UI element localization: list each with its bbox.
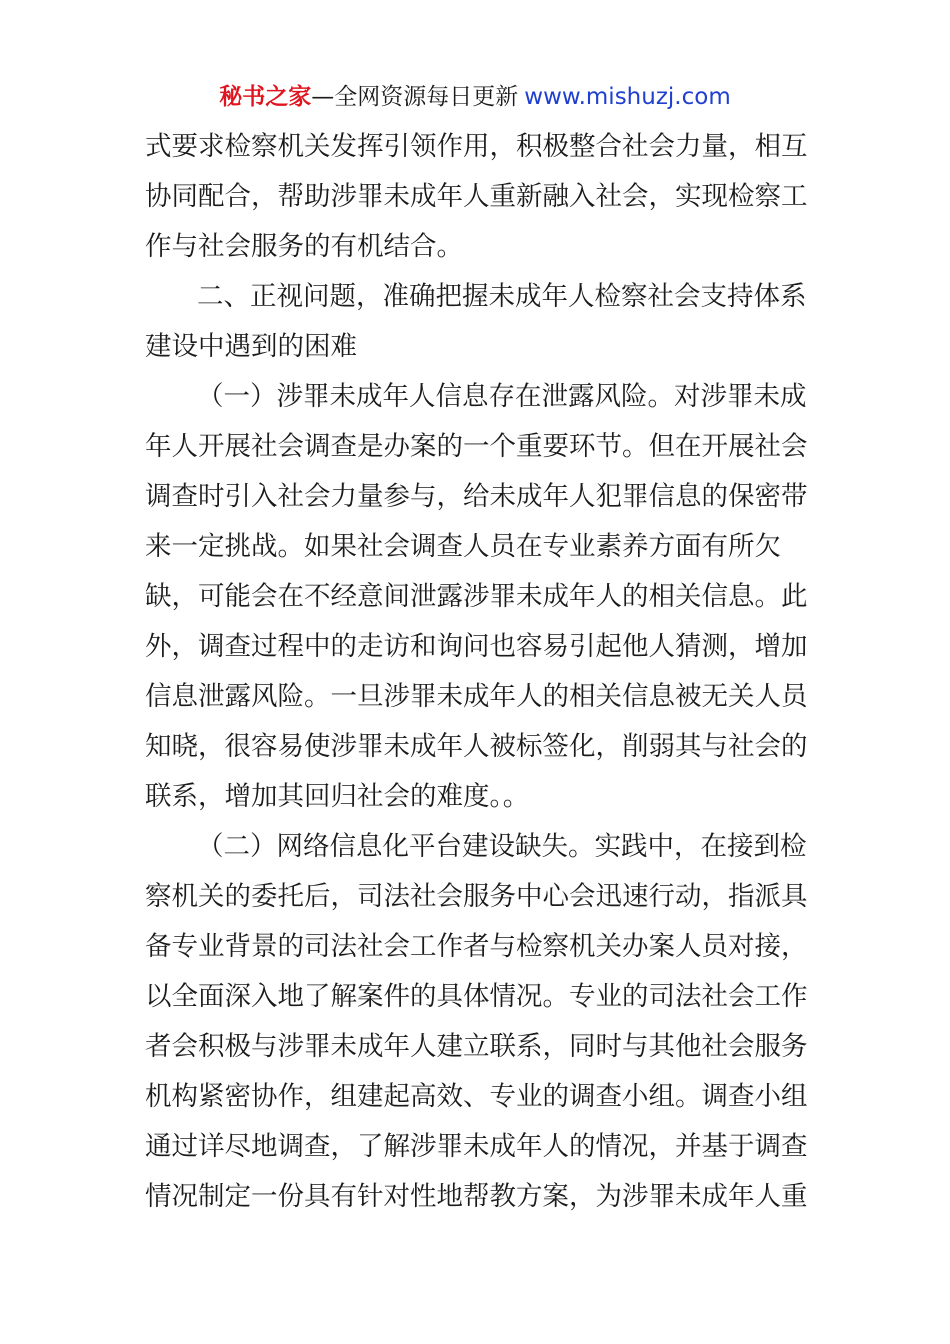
text-line: 缺，可能会在不经意间泄露涉罪未成年人的相关信息。此	[145, 581, 807, 612]
text-line: （二）网络信息化平台建设缺失。实践中，在接到检	[197, 831, 807, 862]
document-body	[145, 122, 807, 1222]
text-line: 察机关的委托后，司法社会服务中心会迅速行动，指派具	[145, 881, 807, 912]
text-line: 情况制定一份具有针对性地帮教方案，为涉罪未成年人重	[145, 1181, 807, 1212]
brand-name: 秘书之家	[219, 84, 312, 110]
text-line: （一）涉罪未成年人信息存在泄露风险。对涉罪未成	[197, 381, 807, 412]
text-line: 调查时引入社会力量参与，给未成年人犯罪信息的保密带	[145, 481, 807, 512]
text-line: 通过详尽地调查，了解涉罪未成年人的情况，并基于调查	[145, 1131, 807, 1162]
text-line: 联系，增加其回归社会的难度。。	[145, 781, 530, 812]
text-line: 信息泄露风险。一旦涉罪未成年人的相关信息被无关人员	[145, 681, 807, 712]
text-line: 二、正视问题，准确把握未成年人检察社会支持体系	[197, 281, 807, 312]
text-line: 外，调查过程中的走访和询问也容易引起他人猜测，增加	[145, 631, 807, 662]
page-header	[0, 80, 950, 114]
text-line: 建设中遇到的困难	[145, 331, 357, 362]
text-line: 知晓，很容易使涉罪未成年人被标签化，削弱其与社会的	[145, 731, 807, 762]
site-url-link[interactable]: www.mishuzj.com	[524, 84, 731, 110]
text-line: 以全面深入地了解案件的具体情况。专业的司法社会工作	[145, 981, 807, 1012]
text-line: 备专业背景的司法社会工作者与检察机关办案人员对接，	[145, 931, 807, 962]
text-line: 者会积极与涉罪未成年人建立联系，同时与其他社会服务	[145, 1031, 807, 1062]
text-line: 作与社会服务的有机结合。	[145, 231, 463, 262]
text-line: 协同配合，帮助涉罪未成年人重新融入社会，实现检察工	[145, 181, 807, 212]
text-line: 式要求检察机关发挥引领作用，积极整合社会力量，相互	[145, 131, 807, 162]
text-line: 来一定挑战。如果社会调查人员在专业素养方面有所欠	[145, 531, 781, 562]
text-line: 年人开展社会调查是办案的一个重要环节。但在开展社会	[145, 431, 807, 462]
header-tagline: —全网资源每日更新	[311, 84, 519, 110]
text-line: 机构紧密协作，组建起高效、专业的调查小组。调查小组	[145, 1081, 807, 1112]
